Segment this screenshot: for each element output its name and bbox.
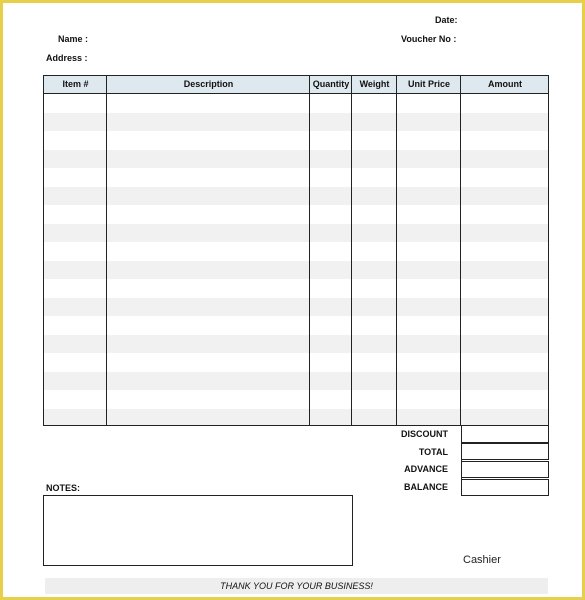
table-row[interactable] — [44, 242, 548, 261]
table-row[interactable] — [44, 150, 548, 169]
col-header-unit-price: Unit Price — [407, 79, 450, 89]
table-row[interactable] — [44, 131, 548, 150]
table-row[interactable] — [44, 261, 548, 280]
total-label: TOTAL — [418, 447, 448, 457]
items-table — [43, 75, 549, 426]
table-row[interactable] — [44, 335, 548, 354]
table-row[interactable] — [44, 298, 548, 317]
table-row[interactable] — [44, 224, 548, 243]
balance-label: BALANCE — [404, 482, 448, 492]
discount-field[interactable] — [461, 426, 549, 443]
discount-label: DISCOUNT — [401, 429, 448, 439]
table-row[interactable] — [44, 279, 548, 298]
table-row[interactable] — [44, 187, 548, 206]
date-label: Date: — [435, 15, 458, 25]
col-header-weight: Weight — [359, 79, 390, 89]
column-divider — [460, 76, 461, 425]
column-divider — [351, 76, 352, 425]
table-row[interactable] — [44, 94, 548, 113]
balance-field[interactable] — [461, 479, 549, 496]
table-row[interactable] — [44, 316, 548, 335]
column-divider — [309, 76, 310, 425]
cashier-label: Cashier — [463, 554, 501, 566]
advance-label: ADVANCE — [404, 464, 448, 474]
table-row[interactable] — [44, 372, 548, 391]
table-row[interactable] — [44, 409, 548, 427]
table-row[interactable] — [44, 390, 548, 409]
voucher-label: Voucher No : — [401, 34, 457, 44]
table-row[interactable] — [44, 113, 548, 132]
col-header-item: Item # — [62, 79, 89, 89]
col-header-quantity: Quantity — [312, 79, 350, 89]
col-header-amount: Amount — [488, 79, 522, 89]
table-row[interactable] — [44, 205, 548, 224]
table-row[interactable] — [44, 168, 548, 187]
notes-label: NOTES: — [46, 483, 81, 493]
column-divider — [396, 76, 397, 425]
advance-field[interactable] — [461, 461, 549, 478]
col-header-description: Description — [183, 79, 234, 89]
table-row[interactable] — [44, 353, 548, 372]
name-label: Name : — [58, 34, 89, 44]
thank-you-banner: THANK YOU FOR YOUR BUSINESS! — [45, 578, 548, 594]
table-header — [44, 76, 548, 94]
column-divider — [106, 76, 107, 425]
notes-field[interactable] — [43, 495, 353, 566]
address-label: Address : — [46, 53, 88, 63]
total-field[interactable] — [461, 443, 549, 460]
